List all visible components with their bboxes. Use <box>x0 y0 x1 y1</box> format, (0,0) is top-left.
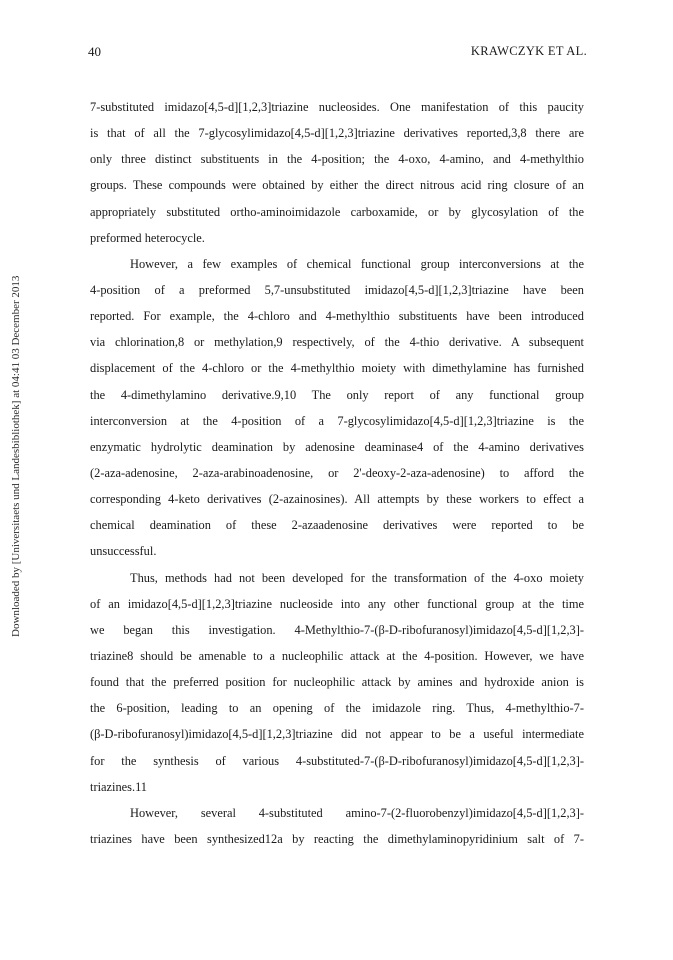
text-line: Thus, methods had not been developed for the transformation of the 4-oxo moiety <box>130 570 584 585</box>
text-line: unsuccessful. <box>90 544 157 559</box>
running-head: KRAWCZYK ET AL. <box>470 44 587 58</box>
text-line: (β-D-ribofuranosyl)imidazo[4,5-d][1,2,3]triazine did not appear to be a useful intermediate <box>90 727 584 742</box>
text-line: However, several 4-substituted amino-7-(2-fluorobenzyl)imidazo[4,5-d][1,2,3]- <box>130 805 584 820</box>
text-line: the 6-position, leading to an opening of the imidazole ring. Thus, 4-methylthio-7- <box>90 701 584 716</box>
text-line: of an imidazo[4,5-d][1,2,3]triazine nucleoside into any other functional group at the time <box>90 596 584 611</box>
text-line: preformed heterocycle. <box>90 230 205 245</box>
text-line: corresponding 4-keto derivatives (2-azainosines). All attempts by these workers to effect a <box>90 492 584 507</box>
text-line: (2-aza-adenosine, 2-aza-arabinoadenosine, or 2'-deoxy-2-aza-adenosine) to afford the <box>90 465 584 480</box>
text-line: chemical deamination of these 2-azaadenosine derivatives were reported to be <box>90 518 584 533</box>
text-line: only three distinct substituents in the 4-position; the 4-oxo, 4-amino, and 4-methylthio <box>90 152 584 167</box>
text-line: displacement of the 4-chloro or the 4-methylthio moiety with dimethylamine has furnished <box>90 361 584 376</box>
text-line: we began this investigation. 4-Methylthio-7-(β-D-ribofuranosyl)imidazo[4,5-d][1,2,3]- <box>90 622 584 637</box>
text-line: appropriately substituted ortho-aminoimidazole carboxamide, or by glycosylation of the <box>90 204 584 219</box>
download-watermark: Downloaded by [Universitaets und Landesbibliothek] at 04:41 03 December 2013 <box>10 275 22 637</box>
text-line: interconversion at the 4-position of a 7-glycosylimidazo[4,5-d][1,2,3]triazine is the <box>90 413 584 428</box>
text-line: the 4-dimethylamino derivative.9,10 The only report of any functional group <box>90 387 584 402</box>
text-line: However, a few examples of chemical functional group interconversions at the <box>130 256 584 271</box>
text-line: via chlorination,8 or methylation,9 respectively, of the 4-thio derivative. A subsequent <box>90 335 584 350</box>
text-line: triazines.11 <box>90 779 147 794</box>
text-line: reported. For example, the 4-chloro and 4-methylthio substituents have been introduced <box>90 309 584 324</box>
body-text <box>90 98 584 856</box>
text-line: 7-substituted imidazo[4,5-d][1,2,3]triazine nucleosides. One manifestation of this paucity <box>90 100 584 114</box>
text-line: 4-position of a preformed 5,7-unsubstituted imidazo[4,5-d][1,2,3]triazine have been <box>90 282 584 297</box>
text-line: triazine8 should be amenable to a nucleophilic attack at the 4-position. However, we have <box>90 648 584 663</box>
text-line: is that of all the 7-glycosylimidazo[4,5-d][1,2,3]triazine derivatives reported,3,8 there are <box>90 126 584 141</box>
text-line: triazines have been synthesized12a by reacting the dimethylaminopyridinium salt of 7- <box>90 831 584 846</box>
text-line: for the synthesis of various 4-substituted-7-(β-D-ribofuranosyl)imidazo[4,5-d][1,2,3]- <box>90 753 584 768</box>
text-line: found that the preferred position for nucleophilic attack by amines and hydroxide anion is <box>90 675 584 690</box>
page-number: 40 <box>88 44 101 59</box>
text-line: groups. These compounds were obtained by either the direct nitrous acid ring closure of an <box>90 178 584 193</box>
text-line: enzymatic hydrolytic deamination by adenosine deaminase4 of the 4-amino derivatives <box>90 439 584 454</box>
